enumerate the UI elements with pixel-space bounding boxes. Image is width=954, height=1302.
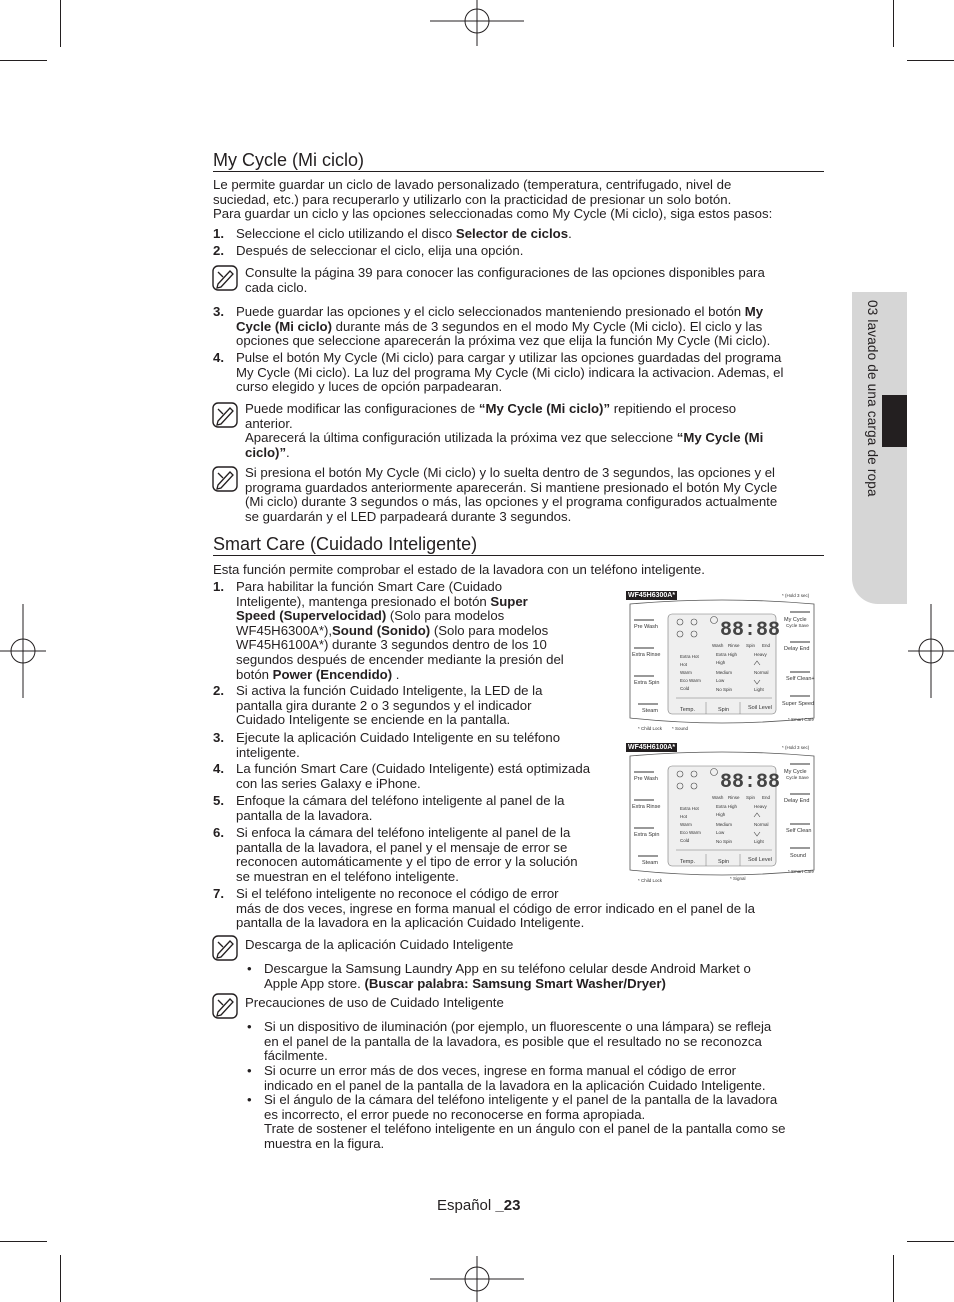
svg-text:Extra Spin: Extra Spin [634, 680, 660, 686]
svg-text:Heavy: Heavy [754, 652, 767, 657]
control-panel-diagram [624, 590, 820, 732]
panel-hold-note: * (Hold 3 sec) [782, 745, 810, 750]
svg-text:Extra High: Extra High [716, 804, 738, 809]
svg-text:Warm: Warm [680, 670, 692, 675]
svg-text:High: High [716, 812, 726, 817]
svg-text:Medium: Medium [716, 670, 733, 675]
step-number: 2. [213, 243, 224, 258]
svg-text:Self Clean+: Self Clean+ [786, 676, 815, 682]
crop-mark [0, 1241, 47, 1242]
svg-text:Extra Rinse: Extra Rinse [632, 652, 661, 658]
svg-text:Delay End: Delay End [784, 798, 810, 804]
step-text: Para habilitar la función Smart Care (Cuidado Inteligente), mantenga presionado el botón Super Speed (Supervelocidad) (Solo para modelos WF45H6300A*),Sound (Sonido) (Solo para modelos WF45H6100A*) durante 3 segundos dentro de los 10 segundos después de encender mediante la presión del botón Power (Encendido) . [236, 579, 564, 682]
step-text: Pulse el botón My Cycle (Mi ciclo) para cargar y utilizar las opciones guardadas del programa My Cycle (Mi ciclo). La luz del programa My Cycle (Mi ciclo) indicara la activacion. Ademas, el curso elegido y luces de opción parpadearan. [236, 350, 784, 395]
svg-text:Extra Rinse: Extra Rinse [632, 804, 661, 810]
step-text: Puede guardar las opciones y el ciclo seleccionados manteniendo presionado el botón My Cycle (Mi ciclo) durante más de 3 segundos en el modo My Cycle (Mi ciclo). El ciclo y las opciones que seleccione aparecerán la próxima vez que elija la función My Cycle (Mi ciclo). [236, 304, 771, 349]
note-pencil-icon [212, 466, 238, 492]
svg-text:* Child Lock: * Child Lock [638, 726, 663, 731]
step-text: Si enfoca la cámara del teléfono inteligente al panel de la pantalla de la lavadora, el panel y el mensaje de error se reconocen automáticamente y el tipo de error y la solución se muestran en el teléfono inteligente. [236, 825, 578, 884]
svg-text:Soil Level: Soil Level [748, 705, 772, 711]
bullet: • [247, 961, 252, 976]
svg-text:Spin: Spin [746, 795, 756, 800]
footer-language: Español [437, 1197, 492, 1214]
svg-text:* Signal: * Signal [730, 876, 746, 881]
bullet-text: Si un dispositivo de iluminación (por ejemplo, un fluorescente o una lámpara) se refleja en el panel de la pantalla de la lavadora, es posible que el resultado no se reconozca fácilmente. [264, 1019, 772, 1064]
svg-text:Extra High: Extra High [716, 652, 738, 657]
note-pencil-icon [212, 935, 238, 961]
bullet-text: Descargue la Samsung Laundry App en su teléfono celular desde Android Market o Apple App store. (Buscar palabra: Samsung Smart Washer/Dryer) [264, 961, 751, 991]
svg-text:Delay End: Delay End [784, 646, 810, 652]
svg-text:No Spin: No Spin [716, 839, 733, 844]
svg-text:Light: Light [754, 687, 764, 692]
svg-text:Wash: Wash [712, 795, 724, 800]
section-rule [213, 555, 824, 556]
svg-text:Extra Hot: Extra Hot [680, 654, 699, 659]
svg-text:Temp.: Temp. [680, 707, 695, 713]
note-pencil-icon [212, 265, 238, 291]
section-title-smart-care: Smart Care (Cuidado Inteligente) [213, 534, 478, 554]
svg-text:Heavy: Heavy [754, 804, 767, 809]
svg-text:Cold: Cold [680, 686, 690, 691]
svg-text:No Spin: No Spin [716, 687, 733, 692]
model-tag: WF45H6100A* [628, 744, 676, 751]
control-panel-diagram [624, 742, 820, 884]
chapter-tab-label: 03 lavado de una carga de ropa [865, 300, 880, 497]
crop-mark [60, 1255, 61, 1302]
step-text: La función Smart Care (Cuidado Inteligente) está optimizada con las series Galaxy e iPhone. [236, 761, 591, 791]
svg-text:Spin: Spin [718, 707, 730, 713]
step-text: Enfoque la cámara del teléfono inteligente al panel de la pantalla de la lavadora. [236, 793, 565, 823]
model-tag: WF45H6300A* [628, 592, 676, 599]
svg-text:Hot: Hot [680, 662, 688, 667]
section-rule [213, 171, 824, 172]
svg-text:* Smart Care: * Smart Care [788, 717, 815, 722]
registration-mark [430, 0, 524, 46]
step-number: 4. [213, 350, 224, 365]
svg-text:Cold: Cold [680, 838, 690, 843]
svg-text:Extra Spin: Extra Spin [634, 832, 660, 838]
crop-mark [0, 60, 47, 61]
svg-text:Medium: Medium [716, 822, 733, 827]
svg-text:Normal: Normal [754, 822, 769, 827]
svg-text:Steam: Steam [642, 860, 658, 866]
svg-text:Extra Hot: Extra Hot [680, 806, 699, 811]
svg-text:Hot: Hot [680, 814, 688, 819]
paragraph: Le permite guardar un ciclo de lavado personalizado (temperatura, centrifugado, nivel de suciedad, etc.) para recuperarlo y utilizarlo con la practicidad de presionar un solo botón. Para guardar un ciclo y las opciones seleccionadas como My Cycle (Mi ciclo), siga estos pasos: [213, 177, 773, 222]
step-number: 5. [213, 793, 224, 808]
step-number: 4. [213, 761, 224, 776]
registration-mark [430, 1256, 524, 1302]
svg-text:Wash: Wash [712, 643, 724, 648]
step-number: 2. [213, 683, 224, 698]
panel-hold-note: * (Hold 3 sec) [782, 593, 810, 598]
page-footer [437, 1197, 520, 1214]
svg-text:Sound: Sound [790, 853, 806, 859]
note-text: Consulte la página 39 para conocer las configuraciones de las opciones disponibles para cada ciclo. [245, 265, 765, 295]
svg-text:Super Speed: Super Speed [782, 701, 815, 707]
svg-text:Spin: Spin [718, 859, 730, 865]
svg-text:Low: Low [716, 830, 725, 835]
note-text: Precauciones de uso de Cuidado Inteligente [245, 995, 504, 1010]
svg-text:* Sound: * Sound [672, 726, 689, 731]
registration-mark [0, 604, 46, 698]
bullet-text: Si el ángulo de la cámara del teléfono inteligente y el panel de la pantalla de la lavadora es incorrecto, el error puede no reconocerse en forma apropiada. Trate de sostener el teléfono inteligente en un ángulo con el panel de la pantalla como se muestra en la figura. [264, 1092, 786, 1151]
svg-text:Eco Warm: Eco Warm [680, 678, 701, 683]
step-text: Seleccione el ciclo utilizando el disco Selector de ciclos. [236, 226, 572, 241]
svg-text:Temp.: Temp. [680, 859, 695, 865]
note-pencil-icon [212, 993, 238, 1019]
svg-text:Self Clean: Self Clean [786, 828, 812, 834]
note-text: Si presiona el botón My Cycle (Mi ciclo) y lo suelta dentro de 3 segundos, las opciones y el programa guardados anteriormente aparecerán. Si mantiene presionado el botón My Cycle (Mi ciclo) durante 3 segundos o más, las opciones y el programa configurados actualmente se guardarán y el LED parpadeará durante 3 segundos. [245, 465, 778, 524]
svg-text:Pre Wash: Pre Wash [634, 776, 658, 782]
svg-text:Soil Level: Soil Level [748, 857, 772, 863]
note-pencil-icon [212, 402, 238, 428]
footer-page-number: _23 [495, 1197, 521, 1214]
crop-mark [907, 1241, 954, 1242]
svg-text:Spin: Spin [746, 643, 756, 648]
svg-text:Rinse: Rinse [728, 795, 740, 800]
step-text: Si el teléfono inteligente no reconoce el código de error más de dos veces, ingrese en forma manual el código de error indicado en el panel de la pantalla de la lavadora en la aplicación Cuidado Inteligente. [236, 886, 756, 931]
registration-mark [908, 604, 954, 698]
note-text: Puede modificar las configuraciones de “My Cycle (Mi ciclo)” repitiendo el proceso anterior. Aparecerá la última configuración utilizada la próxima vez que seleccione “My Cycle (Mi ciclo)”. [245, 401, 764, 460]
chapter-tab-marker [882, 395, 907, 447]
svg-text:End: End [762, 795, 771, 800]
step-text: Después de seleccionar el ciclo, elija una opción. [236, 243, 524, 258]
bullet: • [247, 1019, 252, 1034]
svg-text:Normal: Normal [754, 670, 769, 675]
svg-text:88:88: 88:88 [720, 771, 781, 794]
step-number: 1. [213, 226, 224, 241]
svg-text:End: End [762, 643, 771, 648]
svg-text:My Cycle: My Cycle [784, 769, 807, 775]
svg-text:Rinse: Rinse [728, 643, 740, 648]
svg-text:High: High [716, 660, 726, 665]
svg-text:Eco Warm: Eco Warm [680, 830, 701, 835]
svg-text:Warm: Warm [680, 822, 692, 827]
svg-text:Cycle Save: Cycle Save [786, 775, 809, 780]
svg-text:88:88: 88:88 [720, 619, 781, 642]
crop-mark [907, 60, 954, 61]
crop-mark [893, 0, 894, 47]
bullet: • [247, 1092, 252, 1107]
svg-text:Pre Wash: Pre Wash [634, 624, 658, 630]
svg-text:Low: Low [716, 678, 725, 683]
svg-text:* Child Lock: * Child Lock [638, 878, 663, 883]
step-text: Ejecute la aplicación Cuidado Inteligente en su teléfono inteligente. [236, 730, 561, 760]
svg-text:Steam: Steam [642, 708, 658, 714]
crop-mark [893, 1255, 894, 1302]
step-number: 3. [213, 304, 224, 319]
bullet-text: Si ocurre un error más de dos veces, ingrese en forma manual el código de error indicado en el panel de la pantalla de la lavadora en la aplicación Cuidado Inteligente. [264, 1063, 766, 1093]
step-text: Si activa la función Cuidado Inteligente, la LED de la pantalla gira durante 2 o 3 segundos y el indicador Cuidado Inteligente se enciende en la pantalla. [236, 683, 543, 728]
svg-text:My Cycle: My Cycle [784, 617, 807, 623]
section-title-my-cycle: My Cycle (Mi ciclo) [213, 150, 364, 170]
svg-text:* Smart Care: * Smart Care [788, 869, 815, 874]
step-number: 3. [213, 730, 224, 745]
paragraph: Esta función permite comprobar el estado de la lavadora con un teléfono inteligente. [213, 562, 705, 577]
note-text: Descarga de la aplicación Cuidado Inteligente [245, 937, 514, 952]
step-number: 6. [213, 825, 224, 840]
step-number: 7. [213, 886, 224, 901]
svg-text:Cycle Save: Cycle Save [786, 623, 809, 628]
svg-text:Light: Light [754, 839, 764, 844]
bullet: • [247, 1063, 252, 1078]
crop-mark [60, 0, 61, 47]
step-number: 1. [213, 579, 224, 594]
